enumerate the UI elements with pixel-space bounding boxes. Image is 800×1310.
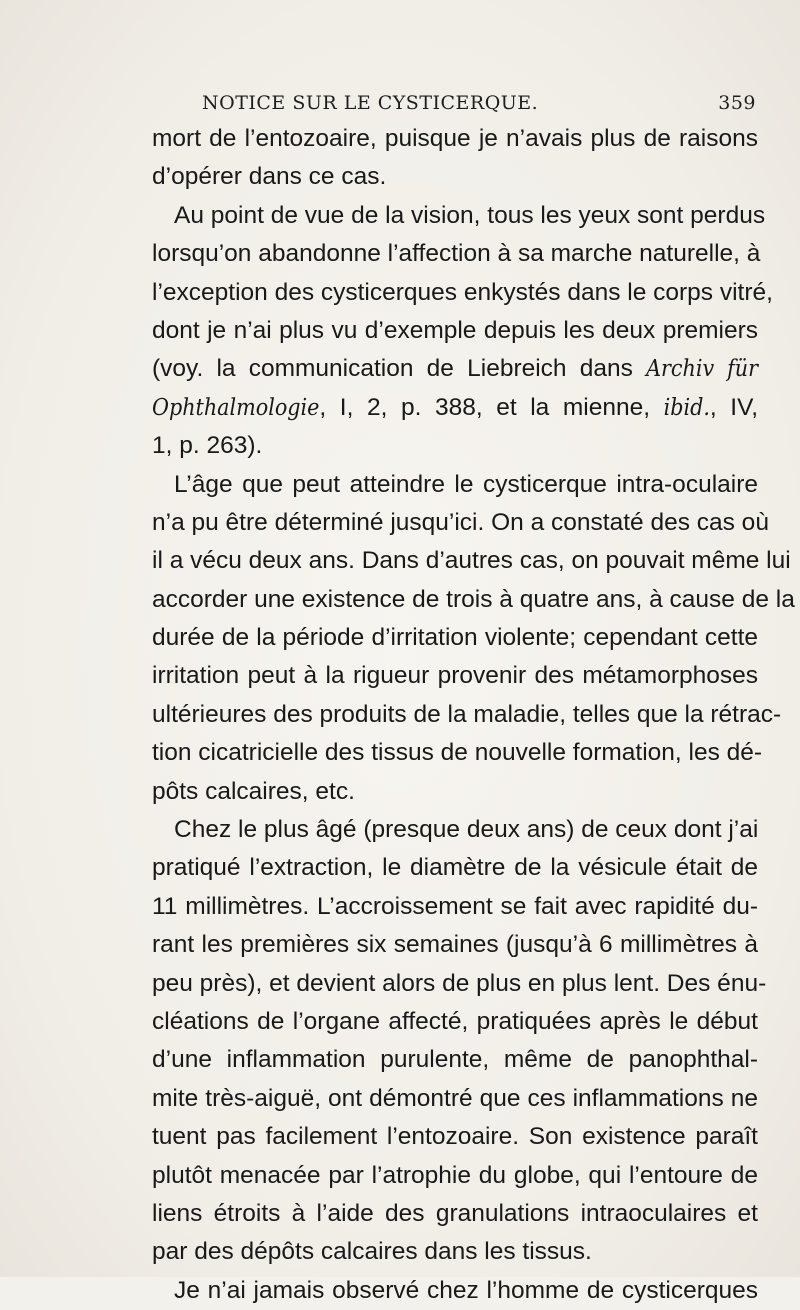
text-line: peu près), et devient alors de plus en plus lent. Des énu- <box>152 969 767 997</box>
text-line-with-citation <box>152 389 758 427</box>
page-header <box>174 92 756 118</box>
paragraph-5 <box>152 1272 758 1310</box>
text-line: 1, p. 263). <box>152 432 263 460</box>
text-line: n’a pu être déterminé jusqu’ici. On a constaté des cas où <box>152 508 769 536</box>
text-line: il a vécu deux ans. Dans d’autres cas, on pouvait même lui <box>152 547 791 575</box>
text-line: plutôt menacée par l’atrophie du globe, qui l’entoure de <box>152 1161 758 1189</box>
text-line: Chez le plus âgé (presque deux ans) de ceux dont j’ai <box>174 816 759 844</box>
text-line: pôts calcaires, etc. <box>152 777 355 805</box>
citation-text: , IV, <box>709 393 758 421</box>
journal-title-part2: Ophthalmologie <box>152 394 320 421</box>
paragraph-1 <box>152 120 758 197</box>
paragraph-2 <box>152 197 773 466</box>
text-line: accorder une existence de trois à quatre ans, à cause de la <box>152 585 795 613</box>
text-line: par des dépôts calcaires dans les tissus. <box>152 1238 592 1266</box>
text-line: tion cicatricielle des tissus de nouvelle formation, les dé- <box>152 739 763 767</box>
journal-title-part1: Archiv für <box>646 356 758 383</box>
paragraph-3 <box>152 466 795 812</box>
text-line: irritation peut à la rigueur provenir des métamorphoses <box>152 662 758 690</box>
body-text <box>152 120 795 1310</box>
text-line: l’exception des cysticerques enkystés dans le corps vitré, <box>152 278 773 306</box>
text-line: 11 millimètres. L’accroissement se fait avec rapidité du- <box>152 892 758 920</box>
text-line: dont je n’ai plus vu d’exemple depuis les deux premiers <box>152 316 758 344</box>
paragraph-4 <box>152 811 767 1272</box>
text-line: mort de l’entozoaire, puisque je n’avais plus de raisons <box>152 125 758 152</box>
text-line: ultérieures des produits de la maladie, telles que la rétrac- <box>152 700 782 728</box>
text-line: Je n’ai jamais observé chez l’homme de cysticerques <box>174 1276 758 1304</box>
citation-text: , I, 2, p. 388, et la mienne, <box>319 393 664 421</box>
text-line: pratiqué l’extraction, le diamètre de la vésicule était de <box>152 854 758 882</box>
page-number: 359 <box>718 92 756 114</box>
text-line: lorsqu’on abandonne l’affection à sa marche naturelle, à <box>152 240 761 268</box>
text-line: Au point de vue de la vision, tous les yeux sont perdus <box>174 201 766 229</box>
text-line: L’âge que peut atteindre le cysticerque intra-oculaire <box>174 470 758 498</box>
text-line: d’opérer dans ce cas. <box>152 163 387 191</box>
text-line: mite très-aiguë, ont démontré que ces inflammations ne <box>152 1084 758 1112</box>
running-title: NOTICE SUR LE CYSTICERQUE. <box>202 92 539 114</box>
citation-text: (voy. la communication de Liebreich dans <box>152 355 647 383</box>
text-line: d’une inflammation purulente, même de panophthal- <box>152 1046 758 1074</box>
text-line-with-citation <box>152 350 758 388</box>
text-line: cléations de l’organe affecté, pratiquées après le début <box>152 1007 758 1035</box>
text-line: durée de la période d’irritation violente; cependant cette <box>152 624 758 652</box>
text-line: rant les premières six semaines (jusqu’à 6 millimètres à <box>152 931 758 959</box>
text-line: tuent pas facilement l’entozoaire. Son existence paraît <box>152 1123 758 1151</box>
text-line: liens étroits à l’aide des granulations intraoculaires et <box>152 1199 758 1227</box>
ibid-abbrev: ibid. <box>663 394 710 421</box>
